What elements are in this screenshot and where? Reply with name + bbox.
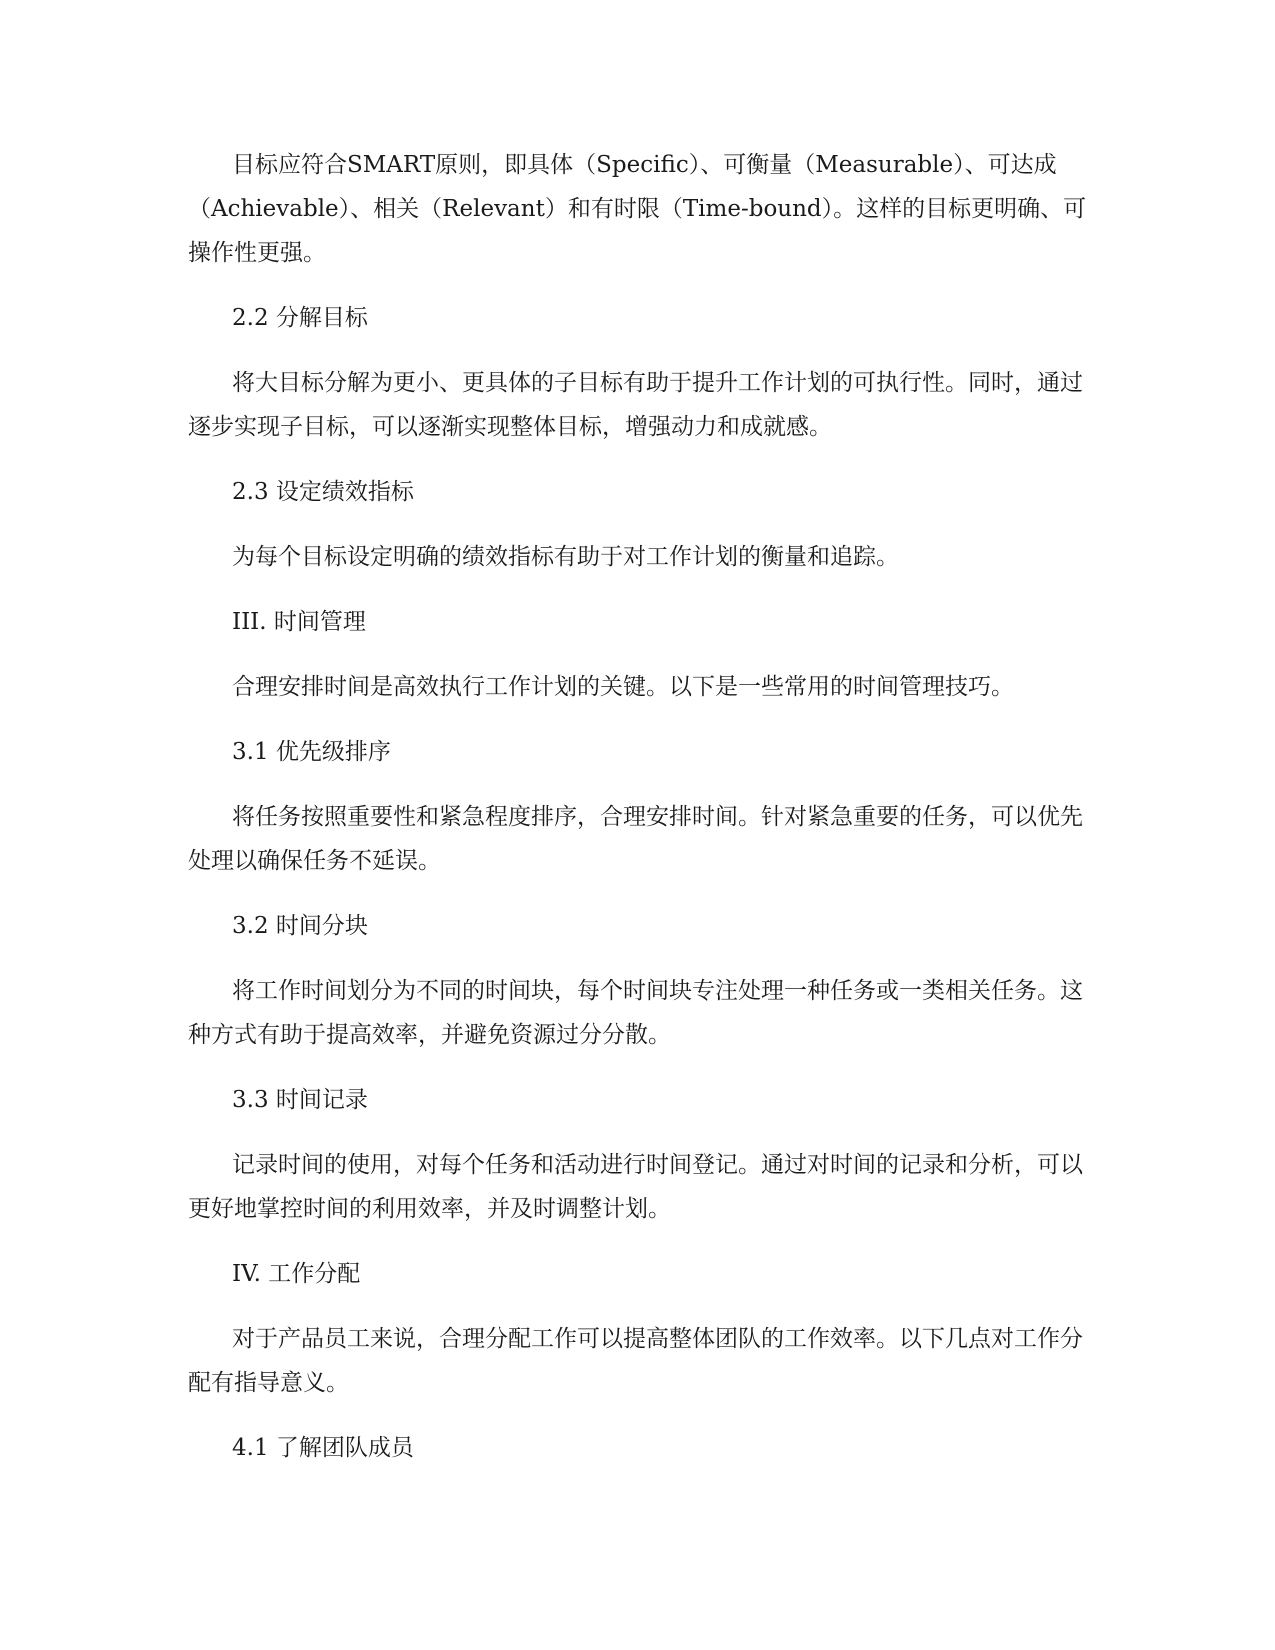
section-heading-iv: IV. 工作分配 [232,1261,361,1287]
paragraph-time-recording: 记录时间的使用，对每个任务和活动进行时间登记。通过对时间的记录和分析，可以更好地掌控时间的利用效率，并及时调整计划。 [188,1152,1083,1222]
paragraph-time-blocking: 将工作时间划分为不同的时间块，每个时间块专注处理一种任务或一类相关任务。这种方式有助于提高效率，并避免资源过分分散。 [188,978,1083,1048]
section-heading-4-1: 4.1 了解团队成员 [232,1435,414,1461]
paragraph-priority-sorting: 将任务按照重要性和紧急程度排序，合理安排时间。针对紧急重要的任务，可以优先处理以确保任务不延误。 [188,804,1083,874]
section-heading-iii: III. 时间管理 [232,609,366,635]
paragraph-time-management-intro: 合理安排时间是高效执行工作计划的关键。以下是一些常用的时间管理技巧。 [232,674,1014,700]
section-heading-2-2: 2.2 分解目标 [232,305,368,331]
document-body [188,143,1088,1470]
section-heading-3-2: 3.2 时间分块 [232,913,368,939]
section-heading-2-3: 2.3 设定绩效指标 [232,479,414,505]
paragraph-smart-goals: 目标应符合SMART原则，即具体（Specific）、可衡量（Measurable）、可达成（Achievable）、相关（Relevant）和有时限（Time-bound）。这样的目标更明确、可操作性更强。 [188,152,1087,266]
section-heading-3-3: 3.3 时间记录 [232,1087,368,1113]
paragraph-performance-indicators: 为每个目标设定明确的绩效指标有助于对工作计划的衡量和追踪。 [232,544,899,570]
section-heading-3-1: 3.1 优先级排序 [232,739,391,765]
paragraph-work-allocation-intro: 对于产品员工来说，合理分配工作可以提高整体团队的工作效率。以下几点对工作分配有指导意义。 [188,1326,1083,1396]
paragraph-break-down-goals: 将大目标分解为更小、更具体的子目标有助于提升工作计划的可执行性。同时，通过逐步实现子目标，可以逐渐实现整体目标，增强动力和成就感。 [188,370,1083,440]
